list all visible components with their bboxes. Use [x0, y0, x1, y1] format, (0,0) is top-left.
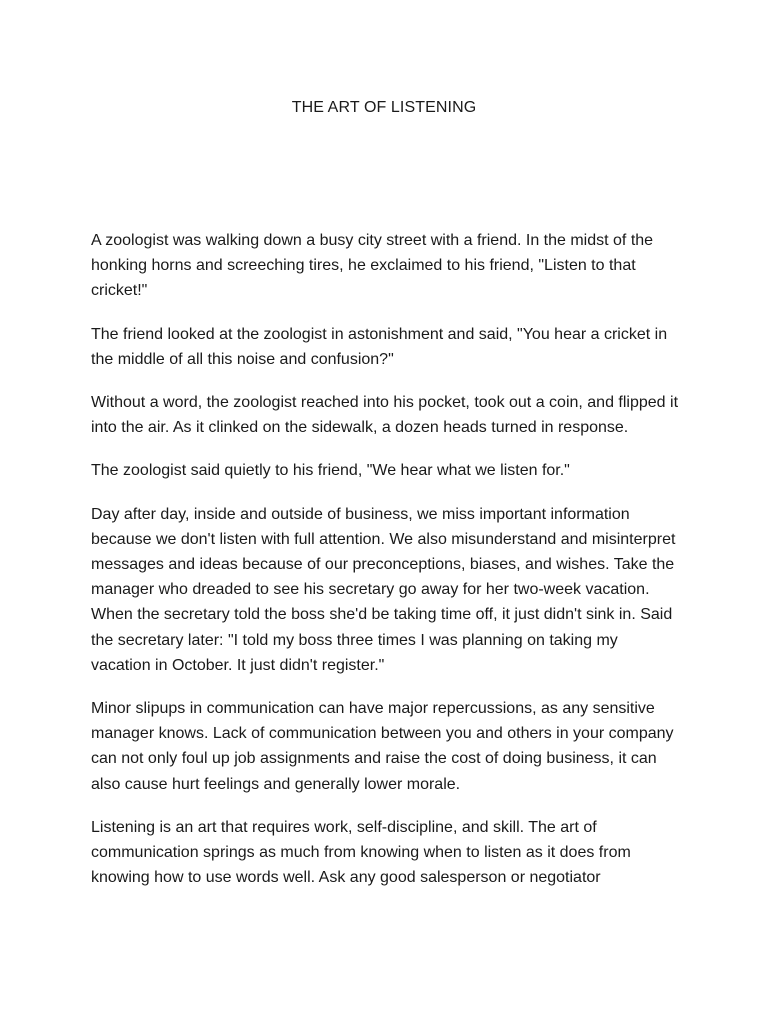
document-title: THE ART OF LISTENING [291, 99, 477, 116]
paragraph-5: Day after day, inside and outside of business, we miss important information because we don't listen with full attention. We also misunderstand and misinterpret messages and ideas because of our preconceptions, biases, and wishes. Take the manager who dreaded to see his secretary go away for her two-week vacation. When the secretary told the boss she'd be taking time off, it just didn't sink in. Said the secretary later: "I told my boss three times I was planning on taking my vacation in October. It just didn't register." [91, 505, 676, 674]
paragraph-7: Listening is an art that requires work, self-discipline, and skill. The art of communication springs as much from knowing when to listen as it does from knowing how to use words well. Ask any good salesperson or negotiator [91, 818, 631, 887]
paragraph-2: The friend looked at the zoologist in astonishment and said, "You hear a cricket in the middle of all this noise and confusion?" [91, 325, 668, 368]
paragraph-1: A zoologist was walking down a busy city street with a friend. In the midst of the honking horns and screeching tires, he exclaimed to his friend, "Listen to that cricket!" [91, 232, 654, 300]
paragraph-6: Minor slipups in communication can have major repercussions, as any sensitive manager knows. Lack of communication between you and others in your company can not only foul up job assignments and raise the cost of doing business, it can also cause hurt feelings and generally lower morale. [91, 700, 674, 793]
document-body [91, 228, 681, 908]
paragraph-3: Without a word, the zoologist reached into his pocket, took out a coin, and flipped it into the air. As it clinked on the sidewalk, a dozen heads turned in response. [91, 394, 679, 437]
paragraph-4: The zoologist said quietly to his friend, "We hear what we listen for." [91, 462, 570, 480]
